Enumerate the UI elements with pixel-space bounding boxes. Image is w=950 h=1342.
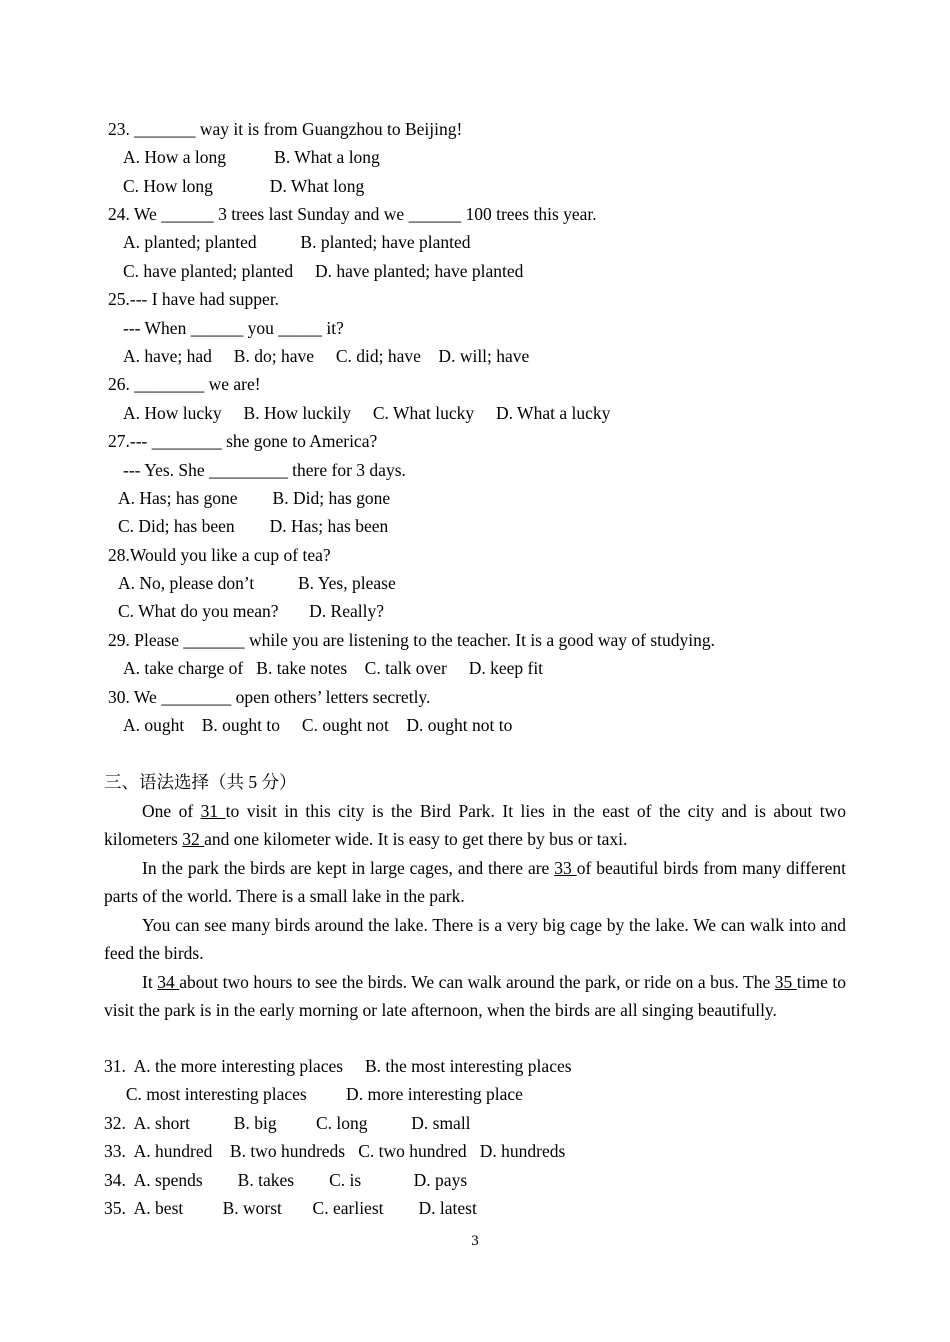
question-text: 24. We ______ 3 trees last Sunday and we ______ 100 trees this year. bbox=[108, 204, 597, 224]
options-row: C. What do you mean? D. Really? bbox=[118, 601, 385, 621]
passage-paragraph-3: You can see many birds around the lake. There is a very big cage by the lake. We can walk into and feed the birds. bbox=[104, 915, 846, 964]
blank-32: 32 bbox=[182, 829, 205, 850]
option-line-35: 35. A. best B. worst C. earliest D. latest bbox=[104, 1198, 477, 1218]
passage-paragraph-1: One of 31 to visit in this city is the Bird Park. It lies in the east of the city and is about two kilometers 32 and one kilometer wide. It is easy to get there by bus or taxi. bbox=[104, 801, 846, 850]
option-line-34: 34. A. spends B. takes C. is D. pays bbox=[104, 1170, 468, 1190]
options-row: C. have planted; planted D. have planted; have planted bbox=[123, 261, 524, 281]
question-text: 30. We ________ open others’ letters secretly. bbox=[108, 687, 431, 707]
page-number: 3 bbox=[471, 1233, 479, 1249]
options-row: A. ought B. ought to C. ought not D. ought not to bbox=[123, 715, 513, 735]
question-text: 28.Would you like a cup of tea? bbox=[108, 545, 331, 565]
blank-35: 35 bbox=[774, 972, 797, 992]
options-row: A. Has; has gone B. Did; has gone bbox=[118, 488, 391, 508]
options-row: A. How lucky B. How luckily C. What lucky D. What a lucky bbox=[123, 403, 611, 423]
question-text-line2: --- Yes. She _________ there for 3 days. bbox=[123, 460, 406, 480]
blank-33: 33 bbox=[554, 858, 577, 878]
question-text: 23. _______ way it is from Guangzhou to Beijing! bbox=[108, 119, 463, 139]
options-row: C. How long D. What long bbox=[123, 176, 365, 196]
passage-paragraph-4: It 34 about two hours to see the birds. We can walk around the park, or ride on a bus. The 35 time to visit the park is in the early morning or late afternoon, when the birds are all singing beautifully. bbox=[104, 972, 847, 1021]
option-line-31b: C. most interesting places D. more interesting place bbox=[104, 1084, 523, 1104]
question-text: 25.--- I have had supper. bbox=[108, 289, 280, 309]
question-text: 26. ________ we are! bbox=[108, 374, 261, 394]
options-row: A. planted; planted B. planted; have planted bbox=[123, 232, 471, 252]
section-heading: 三、语法选择（共 5 分） bbox=[104, 772, 297, 792]
option-line-32: 32. A. short B. big C. long D. small bbox=[104, 1113, 471, 1133]
options-row: A. have; had B. do; have C. did; have D. will; have bbox=[123, 346, 530, 366]
question-text: 29. Please _______ while you are listening to the teacher. It is a good way of studying. bbox=[108, 630, 716, 650]
options-row: A. No, please don’t B. Yes, please bbox=[118, 573, 396, 593]
question-text-line2: --- When ______ you _____ it? bbox=[123, 318, 344, 338]
options-row: A. take charge of B. take notes C. talk over D. keep fit bbox=[123, 658, 544, 678]
question-text: 27.--- ________ she gone to America? bbox=[108, 431, 378, 451]
blank-34: 34 bbox=[157, 972, 180, 992]
options-row: A. How a long B. What a long bbox=[123, 147, 380, 167]
passage-paragraph-2: In the park the birds are kept in large cages, and there are 33 of beautiful birds from many different parts of the world. There is a small lake in the park. bbox=[104, 858, 846, 907]
blank-31: 31 bbox=[200, 801, 226, 821]
options-row: C. Did; has been D. Has; has been bbox=[118, 516, 389, 536]
option-line-31: 31. A. the more interesting places B. the most interesting places bbox=[104, 1056, 572, 1076]
option-line-33: 33. A. hundred B. two hundreds C. two hundred D. hundreds bbox=[104, 1141, 566, 1161]
